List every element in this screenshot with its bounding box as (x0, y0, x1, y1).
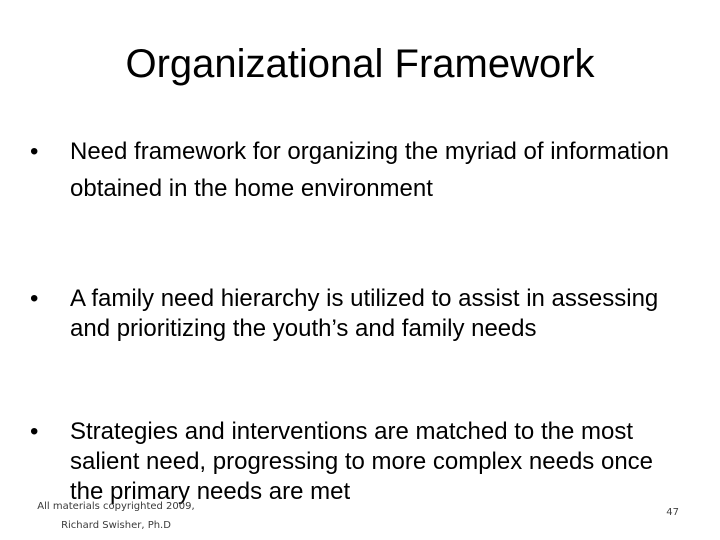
copyright-line-1: All materials copyrighted 2009, (37, 501, 195, 512)
bullet-marker: • (30, 138, 39, 165)
bullet-marker: • (30, 285, 39, 312)
page-number: 47 (666, 507, 679, 518)
bullet-item (30, 133, 670, 207)
bullet-text: Strategies and interventions are matched to the most salient need, progressing to more complex needs once the primary needs are met (70, 418, 654, 505)
bullet-text: A family need hierarchy is utilized to assist in assessing and prioritizing the youth’s and family needs (70, 285, 659, 342)
footer-copyright (36, 497, 196, 535)
bullet-text: Need framework for organizing the myriad of information obtained in the home environment (70, 138, 669, 202)
bullet-marker: • (30, 418, 39, 445)
bullet-item (30, 284, 670, 343)
slide-title: Organizational Framework (125, 42, 595, 86)
bullet-item (30, 417, 670, 507)
copyright-line-2: Richard Swisher, Ph.D (61, 520, 171, 531)
